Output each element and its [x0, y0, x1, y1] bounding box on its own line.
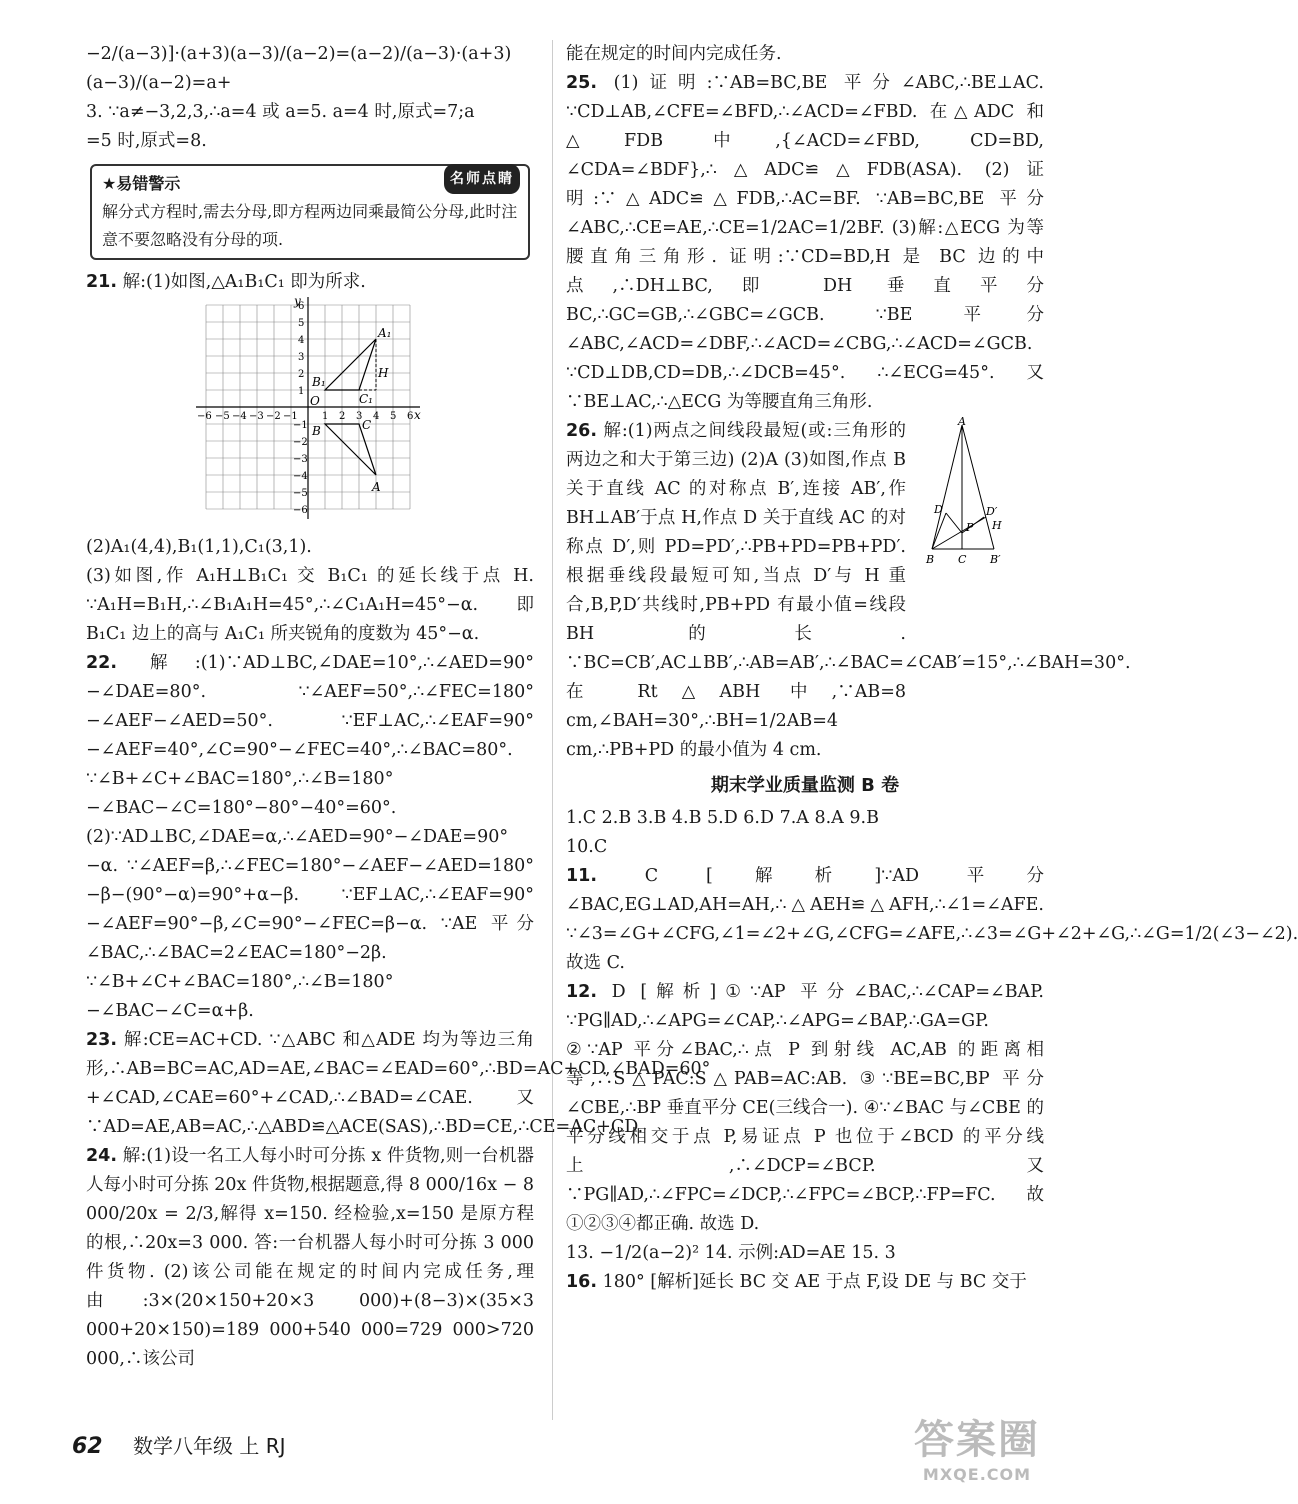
question-number: 11.	[566, 866, 598, 886]
question-21-part2: (2)A₁(4,4),B₁(1,1),C₁(3,1).	[86, 537, 312, 557]
answer-text: 解:(1)两点之间线段最短(或:三角形的两边之和大于第三边) (2)A (3)如图,作点 B 关于直线 AC 的对称点 B′,连接 AB′,作 BH⊥AB′于点 H,作点 D 关于直线 AC 的对称点 D′,则 PD=PD′,∴PB+PD=PB+PD′. 根据垂线段最短可知,当点 D′与 H 重合,B,P,D′共线时,PB+PD 有最小值=线段 BH 的长. ∵BC=CB′,AC⊥BB′,∴AB=AB′,∴∠BAC=∠CAB′=15°,∴∠BAH=30°. 在 Rt△ABH 中,∵AB=8 cm,∠BAH=30°,∴BH=1/2AB=4 cm,∴PB+PD 的最小值为 4 cm.	[566, 421, 1131, 760]
y-tick: 3	[298, 352, 305, 363]
coordinate-graph	[196, 294, 426, 529]
answer-text: 解:(1)设一名工人每小时可分拣 x 件货物,则一台机器人每小时可分拣 20x 件货物,根据题意,得 8 000/16x − 8 000/20x = 2/3,解得 x=150. 经检验,x=150 是原方程的根,∴20x=3 000. 答:一台机器人每小时可分拣 3 000 件货物. (2)该公司能在规定的时间内完成任务,理由:3×(20×150+20×3 000)+(8−3)×(35×3 000+20×150)=189 000+540 000=729 000>720 000,∴该公司	[86, 1146, 534, 1369]
question-number: 16.	[566, 1272, 598, 1292]
question-number: 24.	[86, 1146, 118, 1166]
x-tick: −5	[215, 411, 230, 422]
tri-label-d-prime: D′	[986, 505, 998, 518]
x-axis-label: x	[414, 408, 421, 422]
label-origin: O	[310, 394, 320, 408]
formula-line-2: 3. ∵a≠−3,2,3,∴a=4 或 a=5. a=4 时,原式=7;a	[86, 102, 475, 122]
question-26	[566, 415, 1131, 765]
y-tick: −1	[293, 420, 308, 431]
answer-text: 180° [解析]延长 BC 交 AE 于点 F,设 DE 与 BC 交于	[602, 1272, 1027, 1292]
y-tick: 2	[298, 369, 305, 380]
continued-text: 能在规定的时间内完成任务.	[566, 44, 782, 64]
x-tick: −3	[249, 411, 264, 422]
watermark-logo-text: 答案圈	[914, 1417, 1040, 1463]
page-footer	[72, 1430, 286, 1459]
answer-text: 解:(1)如图,△A₁B₁C₁ 即为所求.	[122, 272, 366, 292]
x-tick: −6	[197, 411, 212, 422]
label-c1: C₁	[359, 392, 373, 406]
y-tick: −5	[293, 488, 308, 499]
y-tick: 6	[298, 301, 305, 312]
y-tick: 5	[298, 318, 305, 329]
question-25	[566, 69, 1044, 417]
answer-text: D [解析]①∵AP 平分∠BAC,∴∠CAP=∠BAP. ∵PG∥AD,∴∠APG=∠CAP,∴∠APG=∠BAP,∴GA=GP. ②∵AP 平分∠BAC,∴点 P 到射线 AC,AB 的距离相等,∴S△PAC:S△PAB=AC:AB. ③∵BE=BC,BP 平分∠CBE,∴BP 垂直平分 CE(三线合一). ④∵∠BAC 与∠CBE 的平分线相交于点 P,易证点 P 也位于∠BCD 的平分线上,∴∠DCP=∠BCP. 又∵PG∥AD,∴∠FPC=∠DCP,∴∠FPC=∠BCP,∴FP=FC. 故①②③④都正确. 故选 D.	[566, 982, 1044, 1234]
page-number: 62	[72, 1434, 103, 1459]
y-tick: 1	[298, 386, 305, 397]
x-tick: 3	[356, 411, 363, 422]
question-12	[566, 978, 1044, 1239]
tri-label-a: A	[958, 415, 966, 428]
label-a: A	[372, 480, 381, 494]
answer-text: C [解析]∵AD 平分∠BAC,EG⊥AD,AH=AH,∴△AEH≌△AFH,∴∠1=∠AFE. ∵∠3=∠G+∠CFG,∠1=∠2+∠G,∠CFG=∠AFE,∴∠3=∠G+∠2+∠G,∴∠G=1/2(∠3−∠2). 故选 C.	[566, 866, 1298, 973]
question-number: 12.	[566, 982, 598, 1002]
y-tick: −4	[293, 471, 308, 482]
tri-label-d: D	[934, 503, 943, 516]
y-tick: 4	[298, 335, 305, 346]
answer-text: (1)证明:∵AB=BC,BE 平分∠ABC,∴BE⊥AC. ∵CD⊥AB,∠CFE=∠BFD,∴∠ACD=∠FBD. 在△ADC 和△FDB 中,{∠ACD=∠FBD, CD=BD, ∠CDA=∠BDF},∴△ADC≌△FDB(ASA). (2)证明:∵△ADC≌△FDB,∴AC=BF. ∵AB=BC,BE 平分∠ABC,∴CE=AE,∴CE=1/2AC=1/2BF. (3)解:△ECG 为等腰直角三角形. 证明:∵CD=BD,H 是 BC 边的中点,∴DH⊥BC,即 DH 垂直平分 BC,∴GC=GB,∴∠GBC=∠GCB. ∵BE 平分∠ABC,∠ACD=∠DBF,∴∠ACD=∠CBG,∴∠ACD=∠GCB. ∵CD⊥DB,CD=DB,∴∠DCB=45°. ∴∠ECG=45°. 又∵BE⊥AC,∴△ECG 为等腰直角三角形.	[566, 73, 1044, 412]
triangle-diagram	[924, 417, 1044, 567]
tri-label-h: H	[992, 519, 1002, 532]
warning-box	[90, 164, 530, 260]
x-tick: 4	[373, 411, 380, 422]
question-number: 25.	[566, 73, 598, 93]
question-11	[566, 862, 1298, 978]
triangle-a1b1c1	[325, 339, 376, 390]
site-watermark	[914, 1408, 1040, 1484]
question-24	[86, 1142, 534, 1374]
answers-1-9: 1.C 2.B 3.B 4.B 5.D 6.D 7.A 8.A 9.B	[566, 808, 879, 828]
tri-label-b: B	[926, 553, 935, 566]
question-23	[86, 1026, 711, 1142]
label-h: H	[378, 366, 389, 380]
y-tick: −3	[293, 454, 308, 465]
watermark-url: MXQE.COM	[922, 1465, 1032, 1484]
question-21	[86, 268, 534, 297]
formula-line-3: =5 时,原式=8.	[86, 131, 207, 151]
label-b1: B₁	[312, 375, 326, 389]
book-title: 数学八年级 上 RJ	[132, 1434, 286, 1458]
y-tick: −2	[293, 437, 308, 448]
question-number: 22.	[86, 653, 118, 673]
x-tick: −4	[232, 411, 247, 422]
answer-text: 解:CE=AC+CD. ∵△ABC 和△ADE 均为等边三角形,∴AB=BC=AC,AD=AE,∠BAC=∠EAD=60°,∴BD=AC+CD,∠BAD=60°+∠CAD,∠CAE=60°+∠CAD,∴∠BAD=∠CAE. 又∵AD=AE,AB=AC,∴△ABD≌△ACE(SAS),∴BD=CE,∴CE=AC+CD.	[86, 1030, 711, 1137]
tri-label-p: P	[966, 521, 974, 534]
x-tick: −1	[283, 411, 298, 422]
question-number: 21.	[86, 272, 118, 292]
question-number: 26.	[566, 421, 598, 441]
answers-13-15: 13. −1/2(a−2)² 14. 示例:AD=AE 15. 3	[566, 1243, 896, 1263]
formula-line-1: −2/(a−3)]·(a+3)(a−3)/(a−2)=(a−2)/(a−3)·(a+3)(a−3)/(a−2)=a+	[86, 44, 512, 93]
right-column	[566, 40, 1298, 1297]
x-tick: 2	[339, 411, 346, 422]
y-axis-label: y	[294, 294, 301, 308]
label-b: B	[312, 424, 321, 438]
x-tick: 1	[322, 411, 329, 422]
x-tick: −2	[266, 411, 281, 422]
question-26-text	[566, 417, 1131, 765]
tri-label-b-prime: B′	[990, 553, 1001, 566]
coordinate-graph-figure	[86, 294, 534, 533]
question-16	[566, 1268, 1044, 1297]
section-title: 期末学业质量监测 B 卷	[710, 775, 900, 796]
teacher-tip-badge: 名师点睛	[444, 164, 520, 194]
question-number: 23.	[86, 1030, 118, 1050]
label-c: C	[362, 418, 372, 432]
answer-text: 解:(1)∵AD⊥BC,∠DAE=10°,∴∠AED=90°−∠DAE=80°. ∵∠AEF=50°,∴∠FEC=180°−∠AEF−∠AED=50°. ∵EF⊥AC,∴∠EAF=90°−∠AEF=40°,∠C=90°−∠FEC=40°,∴∠BAC=80°. ∵∠B+∠C+∠BAC=180°,∴∠B=180°−∠BAC−∠C=180°−80°−40°=60°. (2)∵AD⊥BC,∠DAE=α,∴∠AED=90°−∠DAE=90°−α. ∵∠AEF=β,∴∠FEC=180°−∠AEF−∠AED=180°−β−(90°−α)=90°+α−β. ∵EF⊥AC,∴∠EAF=90°−∠AEF=90°−β,∠C=90°−∠FEC=β−α. ∵AE 平分∠BAC,∴∠BAC=2∠EAC=180°−2β. ∵∠B+∠C+∠BAC=180°,∴∠B=180°−∠BAC−∠C=α+β.	[86, 653, 534, 1021]
question-21-part3: (3)如图,作 A₁H⊥B₁C₁ 交 B₁C₁ 的延长线于点 H. ∵A₁H=B₁H,∴∠B₁A₁H=45°,∴∠C₁A₁H=45°−α. 即 B₁C₁ 边上的高与 A₁C₁ 所夹锐角的度数为 45°−α.	[86, 566, 534, 644]
question-22	[86, 649, 534, 1026]
x-tick: 5	[390, 411, 397, 422]
answer-10: 10.C	[566, 837, 608, 857]
triangle-figure	[924, 417, 1044, 577]
column-divider	[552, 40, 553, 1420]
label-a1: A₁	[378, 326, 392, 340]
warning-text: 解分式方程时,需去分母,即方程两边同乘最简公分母,此时注意不要忽略没有分母的项.	[102, 202, 518, 249]
y-tick: −6	[293, 505, 308, 516]
x-tick: 6	[407, 411, 414, 422]
tri-label-c: C	[958, 553, 967, 566]
warning-title: ★易错警示	[102, 174, 181, 193]
